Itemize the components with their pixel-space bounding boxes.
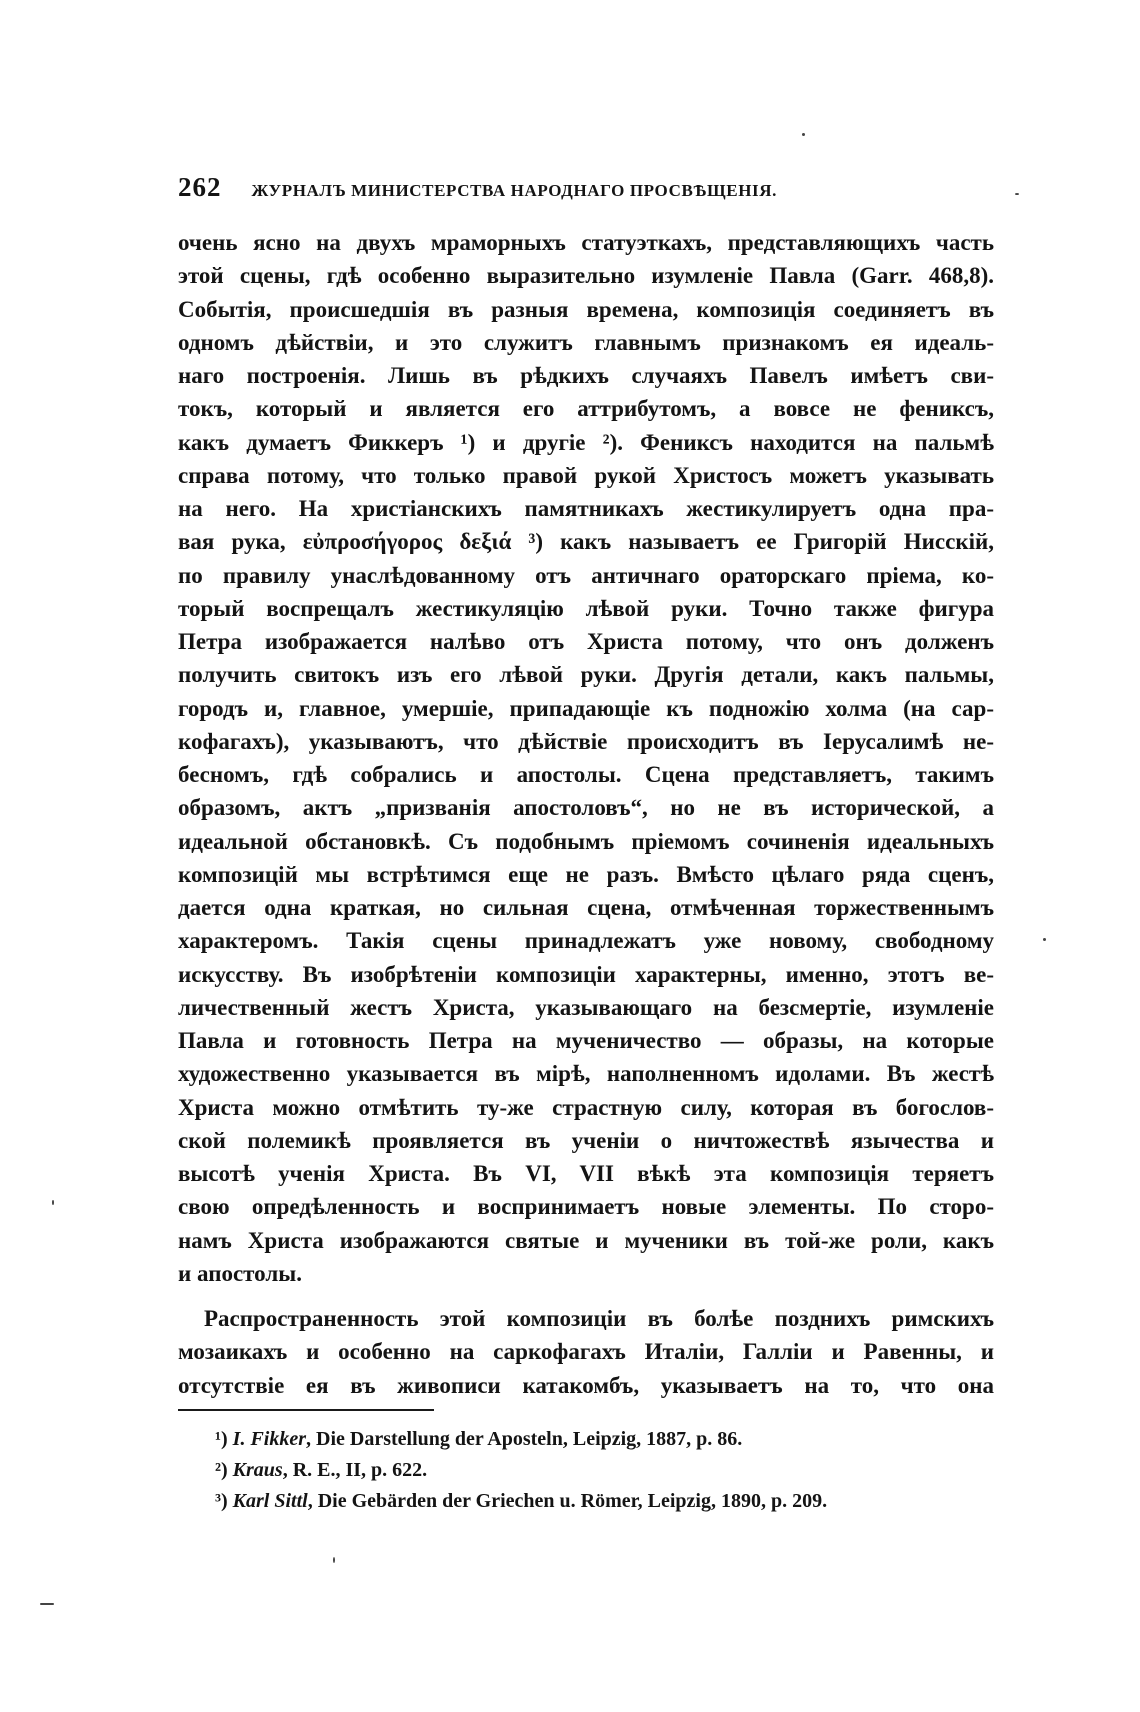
footnote-mark: ²) xyxy=(215,1459,228,1481)
text-line: токъ, который и является его аттрибутомъ, а вовсе не фениксъ, xyxy=(178,396,994,422)
text-line: намъ Христа изображаются святые и мученики въ той-же роли, какъ xyxy=(178,1227,994,1253)
text-line: наго построенія. Лишь въ рѣдкихъ случаяхъ Павелъ имѣетъ сви- xyxy=(178,363,994,388)
footnote xyxy=(215,1455,995,1486)
footnote-text: , Die Gebärden der Griechen u. Römer, Leipzig, 1890, p. 209. xyxy=(307,1490,828,1512)
text-line: личественный жестъ Христа, указывающаго на безсмертіе, изумленіе xyxy=(178,994,994,1020)
text-line: отсутствіе ея въ живописи катакомбъ, указываетъ на то, что она xyxy=(178,1372,994,1398)
text-line: искусству. Въ изобрѣтеніи композиціи характерны, именно, этотъ ве- xyxy=(178,961,994,987)
text-line: по правилу унаслѣдованному отъ античнаго ораторскаго пріема, ко- xyxy=(178,562,994,588)
footnote-author: Kraus xyxy=(232,1459,283,1481)
text-line: бесномъ, гдѣ собрались и апостолы. Сцена представляетъ, такимъ xyxy=(178,762,994,787)
scan-speck xyxy=(1015,193,1019,195)
text-line: образомъ, актъ „призванія апостоловъ“, но не въ исторической, а xyxy=(178,795,994,821)
page-number: 262 xyxy=(178,172,222,202)
text-line: торый воспрещалъ жестикуляцію лѣвой руки. Точно также фигура xyxy=(178,595,994,621)
footnote-text: , R. E., II, p. 622. xyxy=(282,1459,428,1481)
text-line: Павла и готовность Петра на мученичество — образы, на которые xyxy=(178,1028,994,1053)
text-line: Петра изображается налѣво отъ Христа потому, что онъ долженъ xyxy=(178,629,994,654)
text-line: мозаикахъ и особенно на саркофагахъ Италіи, Галліи и Равенны, и xyxy=(178,1339,994,1365)
running-title: ЖУРНАЛЪ МИНИСТЕРСТВА НАРОДНАГО ПРОСВѢЩЕНІЯ. xyxy=(251,181,777,200)
text-line: городъ и, главное, умершіе, припадающіе къ подножію холма (на сар- xyxy=(178,695,994,721)
text-line: на него. На христіанскихъ памятникахъ жестикулируетъ одна пра- xyxy=(178,496,994,521)
text-line: какъ думаетъ Фиккеръ ¹) и другіе ²). Фениксъ находится на пальмѣ xyxy=(178,429,994,455)
text-line: свою опредѣленность и воспринимаетъ новые элементы. По сторо- xyxy=(178,1194,994,1220)
text-line: характеромъ. Такія сцены принадлежатъ уже новому, свободному xyxy=(178,928,994,954)
text-line: высотѣ ученія Христа. Въ VI, VII вѣкѣ эта композиція теряетъ xyxy=(178,1161,994,1186)
footnote-mark: ¹) xyxy=(215,1428,228,1450)
footnote-author: Karl Sittl xyxy=(232,1490,308,1512)
scan-speck xyxy=(333,1557,335,1563)
text-line: кофагахъ), указываютъ, что дѣйствіе происходитъ въ Іерусалимѣ не- xyxy=(178,728,994,754)
text-line: дается одна краткая, но сильная сцена, отмѣченная торжественнымъ xyxy=(178,895,994,920)
text-line: одномъ дѣйствіи, и это служитъ главнымъ признакомъ ея идеаль- xyxy=(178,329,994,355)
text-line: вая рука, εὐπροσήγορος δεξιά ³) какъ называетъ ее Григорій Нисскій, xyxy=(178,529,994,555)
scan-speck xyxy=(40,1603,54,1605)
text-line: ской полемикѣ проявляется въ ученіи о ничтожествѣ язычества и xyxy=(178,1127,994,1153)
body-text xyxy=(178,226,994,1402)
footnote xyxy=(215,1424,995,1455)
footnote xyxy=(215,1486,995,1517)
scan-speck xyxy=(1043,938,1046,941)
text-line: справа потому, что только правой рукой Христосъ можетъ указывать xyxy=(178,462,994,488)
text-line: Христа можно отмѣтить ту-же страстную силу, которая въ богослов- xyxy=(178,1094,994,1120)
scan-speck xyxy=(52,1200,54,1205)
text-line: получить свитокъ изъ его лѣвой руки. Другія детали, какъ пальмы, xyxy=(178,662,994,688)
text-line: художественно указывается въ мірѣ, наполненномъ идолами. Въ жестѣ xyxy=(178,1061,994,1087)
text-line: Событія, происшедшія въ разныя времена, композиція соединяетъ въ xyxy=(178,296,994,322)
footnote-mark: ³) xyxy=(215,1490,228,1512)
text-line: идеальной обстановкѣ. Съ подобнымъ пріемомъ сочиненія идеальныхъ xyxy=(178,828,994,854)
text-line: и апостолы. xyxy=(178,1260,302,1286)
footnote-author: I. Fikker xyxy=(232,1428,306,1450)
page-header xyxy=(178,172,998,212)
scan-speck xyxy=(802,133,805,136)
text-line: очень ясно на двухъ мраморныхъ статуэткахъ, представляющихъ часть xyxy=(178,230,994,255)
text-line: Распространенность этой композиціи въ болѣе позднихъ римскихъ xyxy=(204,1306,994,1331)
footnote-divider xyxy=(178,1409,434,1411)
text-line: этой сцены, гдѣ особенно выразительно изумленіе Павла (Garr. 468,8). xyxy=(178,263,994,289)
paragraph-gap xyxy=(178,1290,994,1302)
text-line: композицій мы встрѣтимся еще не разъ. Вмѣсто цѣлаго ряда сценъ, xyxy=(178,861,994,887)
footnotes xyxy=(215,1424,995,1517)
footnote-text: , Die Darstellung der Aposteln, Leipzig, 1887, p. 86. xyxy=(306,1428,743,1450)
